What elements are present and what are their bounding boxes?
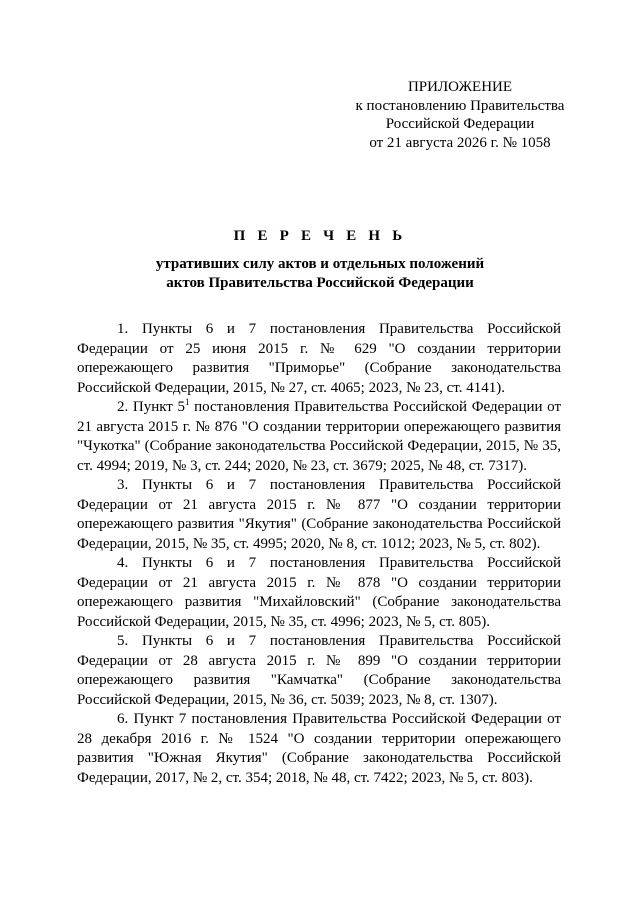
list-item-1: 1. Пункты 6 и 7 постановления Правительства Российской Федерации от 25 июня 2015 г. № 629 "О создании территории опережающего развития "Приморье" (Собрание законодательства Российской Федерации, 2015, № 27, ст. 4065; 2023, № 23, ст. 4141). — [77, 321, 561, 396]
appendix-line-3: от 21 августа 2026 г. № 1058 — [369, 134, 551, 151]
appendix-title: ПРИЛОЖЕНИЕ — [407, 79, 513, 95]
document-title: П Е Р Е Ч Е Н Ь — [233, 228, 407, 244]
list-item-2-start: 2. Пункт 5 — [117, 399, 185, 415]
document-subtitle — [80, 255, 560, 293]
document-subtitle-line-2: актов Правительства Российской Федерации — [166, 275, 474, 291]
list-item-5: 5. Пункты 6 и 7 постановления Правительства Российской Федерации от 28 августа 2015 г. № 899 "О создании территории опережающего развития "Камчатка" (Собрание законодательства Российской Федерации, 2015, № 36, ст. 5039; 2023, № 8, ст. 1307). — [77, 633, 561, 708]
appendix-line-2: Российской Федерации — [385, 116, 535, 132]
document-subtitle-line-1: утративших силу актов и отдельных положений — [155, 256, 485, 272]
appendix-line-1: к постановлению Правительства — [355, 97, 565, 114]
list-item-4: 4. Пункты 6 и 7 постановления Правительства Российской Федерации от 21 августа 2015 г. № 878 "О создании территории опережающего развития "Михайловский" (Собрание законодательства Российской Федерации, 2015, № 35, ст. 4996; 2023, № 5, ст. 805). — [77, 555, 561, 630]
list-item-3: 3. Пункты 6 и 7 постановления Правительства Российской Федерации от 21 августа 2015 г. № 877 "О создании территории опережающего развития "Якутия" (Собрание законодательства Российской Федерации, 2015, № 35, ст. 4995; 2020, № 8, ст. 1012; 2023, № 5, ст. 802). — [77, 477, 561, 552]
list-item-6: 6. Пункт 7 постановления Правительства Российской Федерации от 28 декабря 2016 г. № 1524 "О создании территории опережающего развития "Южная Якутия" (Собрание законодательства Российской Федерации, 2017, № 2, ст. 354; 2018, № 48, ст. 7422; 2023, № 5, ст. 803). — [77, 711, 561, 786]
items-list — [77, 320, 561, 788]
superscript-number: 1 — [184, 397, 190, 407]
appendix-block — [330, 78, 590, 152]
list-item-2-rest: постановления Правительства Российской Федерации от 21 августа 2015 г. № 876 "О создании территории опережающего развития "Чукотка" (Собрание законодательства Российской Федерации, 2015, № 35, ст. 4994; 2019, № 3, ст. 244; 2020, № 23, ст. 3679; 2025, № 48, ст. 7317). — [77, 399, 561, 474]
list-item-2 — [77, 398, 561, 476]
